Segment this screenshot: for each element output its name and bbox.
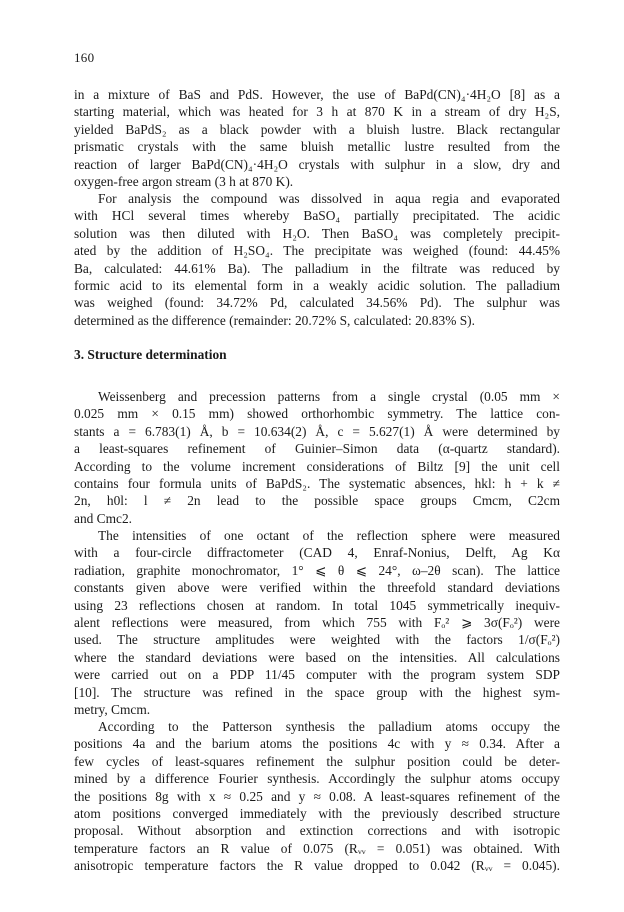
text-line: ated by the addition of H₂SO₄. The precipitate was weighed (found: 44.45% bbox=[74, 243, 560, 259]
text-line: The intensities of one octant of the reflection sphere were measured bbox=[98, 528, 560, 543]
text-line: radiation, graphite monochromator, 1° ⩽ θ ⩽ 24°, ω–2θ scan). The lattice bbox=[74, 562, 560, 578]
text-line: For analysis the compound was dissolved in aqua regia and evaporated bbox=[98, 191, 560, 206]
text-line: 0.025 mm × 0.15 mm) showed orthorhombic symmetry. The lattice con- bbox=[74, 406, 560, 422]
structure-paragraph-1 bbox=[74, 388, 560, 527]
text-line: determined as the difference (remainder: 20.72% S, calculated: 20.83% S). bbox=[74, 312, 475, 328]
text-line: with a four-circle diffractometer (CAD 4, Enraf-Nonius, Delft, Ag Kα bbox=[74, 545, 560, 561]
text-line: temperature factors an R value of 0.075 (Rᵥᵥ = 0.051) was obtained. With bbox=[74, 840, 560, 856]
text-line: formic acid to its elemental form in a weakly acidic solution. The palladium bbox=[74, 277, 560, 293]
text-line: was weighed (found: 34.72% Pd, calculated 34.56% Pd). The sulphur was bbox=[74, 295, 560, 311]
text-line: a least-squares refinement of Guinier–Simon data (α-quartz standard). bbox=[74, 441, 560, 457]
structure-paragraph-3 bbox=[74, 718, 560, 875]
text-line: with HCl several times whereby BaSO₄ partially precipitated. The acidic bbox=[74, 208, 560, 224]
page-number: 160 bbox=[74, 50, 95, 65]
text-line: stants a = 6.783(1) Å, b = 10.634(2) Å, c = 5.627(1) Å were determined by bbox=[74, 423, 560, 439]
text-line: positions 4a and the barium atoms the positions 4c with y ≈ 0.34. After a bbox=[74, 736, 560, 752]
text-line: prismatic crystals with the same bluish metallic lustre resulted from the bbox=[74, 139, 560, 155]
text-line: [10]. The structure was refined in the space group with the highest sym- bbox=[74, 684, 560, 700]
text-line: and Cmc2. bbox=[74, 510, 133, 526]
text-line: few cycles of least-squares refinement the sulphur position could be deter- bbox=[74, 753, 560, 769]
text-line: proposal. Without absorption and extinction corrections and with isotropic bbox=[74, 823, 560, 839]
intro-paragraph-2 bbox=[74, 190, 560, 329]
text-line: constants given above were verified within the threefold standard deviations bbox=[74, 580, 560, 596]
text-line: According to the volume increment considerations of Biltz [9] the unit cell bbox=[74, 458, 560, 474]
text-line: used. The structure amplitudes were weighted with the factors 1/σ(Fₒ²) bbox=[74, 632, 560, 648]
text-line: alent reflections were measured, from which 755 with Fₒ² ⩾ 3σ(Fₒ²) were bbox=[74, 614, 560, 630]
text-line: solution was then diluted with H₂O. Then BaSO₄ was completely precipit- bbox=[74, 225, 560, 241]
intro-paragraph-1 bbox=[74, 86, 560, 190]
text-line: the positions 8g with x ≈ 0.25 and y ≈ 0.08. A least-squares refinement of the bbox=[74, 788, 560, 804]
text-line: Weissenberg and precession patterns from a single crystal (0.05 mm × bbox=[98, 389, 560, 404]
text-line: were carried out on a PDP 11/45 computer with the program system SDP bbox=[74, 667, 560, 683]
text-line: contains four formula units of BaPdS₂. The systematic absences, hkl: h + k ≠ bbox=[74, 475, 560, 491]
text-line: yielded BaPdS₂ as a black powder with a bluish lustre. Black rectangular bbox=[74, 121, 560, 137]
text-line: where the standard deviations were based on the intensities. All calculations bbox=[74, 649, 560, 665]
text-line: atom positions converged immediately with the previously described structure bbox=[74, 805, 560, 821]
text-line: in a mixture of BaS and PdS. However, the use of BaPd(CN)₄·4H₂O [8] as a bbox=[74, 87, 560, 102]
text-line: mined by a difference Fourier synthesis. Accordingly the sulphur atoms occupy bbox=[74, 771, 560, 787]
section-heading: 3. Structure determination bbox=[74, 347, 227, 362]
text-line: Ba, calculated: 44.61% Ba). The palladium in the filtrate was reduced by bbox=[74, 260, 560, 276]
text-line: starting material, which was heated for 3 h at 870 K in a stream of dry H₂S, bbox=[74, 104, 560, 120]
text-line: using 23 reflections chosen at random. In total 1045 symmetrically inequiv- bbox=[74, 597, 560, 613]
structure-paragraph-2 bbox=[74, 527, 560, 718]
text-line: oxygen-free argon stream (3 h at 870 K). bbox=[74, 173, 294, 189]
text-line: metry, Cmcm. bbox=[74, 701, 151, 717]
text-line: anisotropic temperature factors the R value dropped to 0.042 (Rᵥᵥ = 0.045). bbox=[74, 858, 560, 874]
text-line: 2n, h0l: l ≠ 2n lead to the possible space groups Cmcm, C2cm bbox=[74, 493, 560, 509]
text-line: reaction of larger BaPd(CN)₄·4H₂O crystals with sulphur in a slow, dry and bbox=[74, 156, 560, 172]
text-line: According to the Patterson synthesis the palladium atoms occupy the bbox=[98, 719, 560, 734]
